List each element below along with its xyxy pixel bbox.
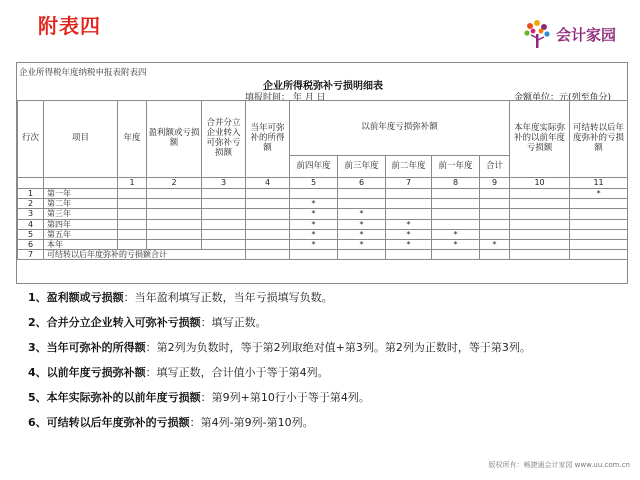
table-cell: [570, 219, 628, 229]
table-cell: [480, 189, 510, 199]
row-label: 第三年: [44, 209, 118, 219]
header-profit-loss: 盈利额或亏损额: [147, 101, 202, 178]
header-row-no: 行次: [18, 101, 44, 178]
table-cell: [147, 219, 202, 229]
table-cell: [246, 199, 290, 209]
note-number: 3、: [28, 341, 47, 354]
table-cell: [202, 209, 246, 219]
table-cell: [570, 239, 628, 249]
table-cell: [147, 239, 202, 249]
note-number: 6、: [28, 416, 47, 429]
table-cell: [510, 189, 570, 199]
table-row: [18, 219, 628, 229]
row-no: 1: [18, 189, 44, 199]
table-cell: [386, 189, 432, 199]
table-cell: [147, 189, 202, 199]
table-cell: [147, 229, 202, 239]
table-cell: [246, 219, 290, 229]
header-prev-4: 前四年度: [290, 156, 338, 178]
table-cell: [432, 189, 480, 199]
table-cell: *: [570, 189, 628, 199]
table-cell: [386, 199, 432, 209]
year-cell: [118, 209, 147, 219]
header-year: 年度: [118, 101, 147, 178]
note-desc: ：第2列为负数时，等于第2列取绝对值+第3列。第2列为正数时，等于第3列。: [145, 341, 531, 354]
table-row: [18, 189, 628, 199]
year-cell: [118, 199, 147, 209]
table-cell: [246, 189, 290, 199]
row-label: 第四年: [44, 219, 118, 229]
note-desc: ：填写正数，合计值小于等于第4列。: [145, 366, 329, 379]
note-item: [28, 315, 628, 340]
table-cell: *: [386, 239, 432, 249]
note-number: 5、: [28, 391, 47, 404]
header-prev-3: 前三年度: [338, 156, 386, 178]
table-row: [18, 199, 628, 209]
header-item: 项目: [44, 101, 118, 178]
note-item: [28, 340, 628, 365]
row-no: 3: [18, 209, 44, 219]
table-cell: [510, 199, 570, 209]
col-number: 11: [570, 178, 628, 189]
col-number: 8: [432, 178, 480, 189]
col-number: 2: [147, 178, 202, 189]
note-desc: ：第4列-第9列-第10列。: [189, 416, 314, 429]
col-number: 1: [118, 178, 147, 189]
note-term: 合并分立企业转入可弥补亏损额: [46, 316, 201, 329]
table-cell: [510, 219, 570, 229]
note-term: 以前年度亏损弥补额: [46, 366, 146, 379]
tree-logo-icon: [520, 18, 554, 50]
table-cell: [202, 189, 246, 199]
row7-no: 7: [18, 250, 44, 260]
note-number: 2、: [28, 316, 47, 329]
note-item: [28, 290, 628, 315]
logo: [520, 18, 632, 50]
table-cell: *: [338, 219, 386, 229]
col-number: 10: [510, 178, 570, 189]
header-merger: 合并分立企业转入可弥补亏损额: [202, 101, 246, 178]
table-cell: [480, 199, 510, 209]
table-cell: *: [386, 229, 432, 239]
table-cell: *: [338, 209, 386, 219]
note-term: 本年实际弥补的以前年度亏损额: [46, 391, 201, 404]
year-cell: [118, 239, 147, 249]
header-prev-1: 前一年度: [432, 156, 480, 178]
table-cell: *: [290, 229, 338, 239]
table-cell: [432, 199, 480, 209]
table-cell: [386, 209, 432, 219]
col-number: 5: [290, 178, 338, 189]
table-cell: *: [432, 229, 480, 239]
footer-copyright: 版权所有：畅捷通会计家园 www.uu.com.cn: [488, 461, 630, 469]
note-desc: ：第9列+第10行小于等于第4列。: [200, 391, 370, 404]
table-cell: *: [290, 239, 338, 249]
table-row: [18, 229, 628, 239]
year-cell: [118, 229, 147, 239]
note-item: [28, 390, 628, 415]
col-number: 4: [246, 178, 290, 189]
table-cell: [290, 189, 338, 199]
table-cell: *: [338, 239, 386, 249]
table-cell: [480, 219, 510, 229]
note-item: [28, 415, 628, 440]
header-actual-offset: 本年度实际弥补的以前年度亏损额: [510, 101, 570, 178]
table-cell: [432, 209, 480, 219]
note-term: 可结转以后年度弥补的亏损额: [46, 416, 190, 429]
table-row: [18, 239, 628, 249]
row-label: 本年: [44, 239, 118, 249]
table-cell: [570, 199, 628, 209]
header-total: 合计: [480, 156, 510, 178]
table-cell: [570, 209, 628, 219]
header-prev-group: 以前年度亏损弥补额: [290, 101, 510, 156]
table-cell: *: [290, 199, 338, 209]
logo-text: 会计家园: [556, 26, 617, 44]
note-number: 4、: [28, 366, 47, 379]
table-cell: [510, 209, 570, 219]
amount-unit: 金额单位：元(列至角分): [514, 93, 612, 103]
table-cell: [480, 229, 510, 239]
table-cell: [338, 199, 386, 209]
table-cell: [147, 209, 202, 219]
col-number: 3: [202, 178, 246, 189]
col-number: 7: [386, 178, 432, 189]
note-desc: ：当年盈利填写正数，当年亏损填写负数。: [123, 291, 333, 304]
table-row: [18, 209, 628, 219]
col-number: 6: [338, 178, 386, 189]
table-title: 企业所得税弥补亏损明细表: [263, 81, 383, 92]
table-cell: [480, 209, 510, 219]
table-cell: *: [290, 209, 338, 219]
header-current-offset: 当年可弥补的所得额: [246, 101, 290, 178]
table-cell: [338, 189, 386, 199]
note-number: 1、: [28, 291, 47, 304]
table-form-name: 企业所得税年度纳税申报表附表四: [19, 68, 147, 78]
col-number: 9: [480, 178, 510, 189]
year-cell: [118, 219, 147, 229]
year-cell: [118, 189, 147, 199]
table-cell: [202, 239, 246, 249]
header-carry-forward: 可结转以后年度弥补的亏损额: [570, 101, 628, 178]
table-cell: [246, 229, 290, 239]
table-cell: [432, 219, 480, 229]
note-term: 当年可弥补的所得额: [46, 341, 146, 354]
table-cell: [202, 229, 246, 239]
tax-table-form: [16, 62, 628, 284]
note-desc: ：填写正数。: [200, 316, 267, 329]
row-label: 第五年: [44, 229, 118, 239]
table-cell: *: [290, 219, 338, 229]
row7-label: 可结转以后年度弥补的亏损额合计: [44, 250, 246, 260]
table-cell: [246, 239, 290, 249]
table-cell: [202, 199, 246, 209]
table-cell: [246, 209, 290, 219]
note-term: 盈利额或亏损额: [46, 291, 124, 304]
row-no: 4: [18, 219, 44, 229]
table-cell: [202, 219, 246, 229]
row-no: 2: [18, 199, 44, 209]
table-cell: *: [480, 239, 510, 249]
loss-offset-table: [17, 100, 628, 260]
table-cell: [510, 239, 570, 249]
header-prev-2: 前二年度: [386, 156, 432, 178]
slide-title: 附表四: [38, 14, 101, 38]
table-cell: [147, 199, 202, 209]
row-label: 第一年: [44, 189, 118, 199]
table-cell: *: [338, 229, 386, 239]
notes-list: [28, 290, 628, 440]
row-no: 6: [18, 239, 44, 249]
table-cell: *: [432, 239, 480, 249]
table-cell: *: [386, 219, 432, 229]
note-item: [28, 365, 628, 390]
row-label: 第二年: [44, 199, 118, 209]
table-cell: [510, 229, 570, 239]
row-no: 5: [18, 229, 44, 239]
table-cell: [570, 229, 628, 239]
fill-time: 填报时间： 年 月 日: [245, 93, 326, 103]
